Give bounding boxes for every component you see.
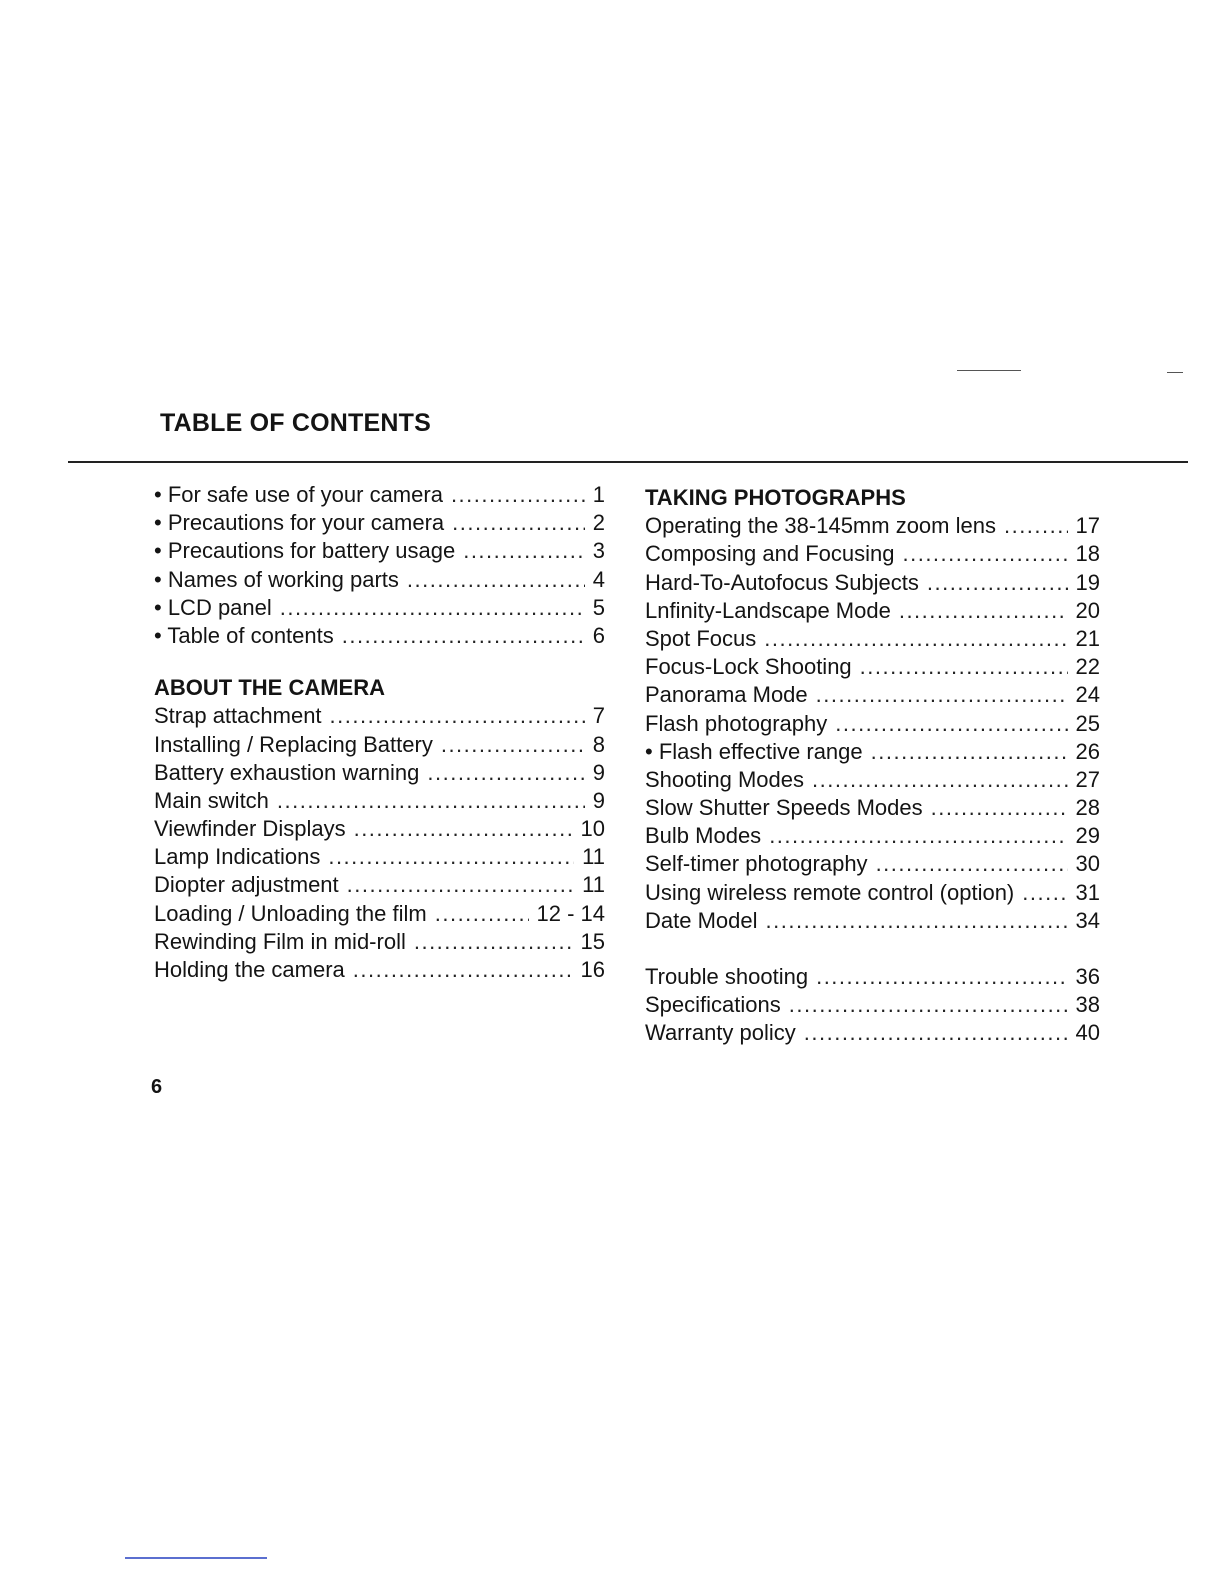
entry-page: 8 [592,731,605,757]
entry-label: Loading / Unloading the film [154,900,427,926]
toc-entry[interactable] [154,731,605,759]
entry-label: Diopter adjustment [154,872,339,898]
toc-entry[interactable] [645,991,1100,1019]
entry-page: 40 [1075,1020,1100,1046]
entry-page: 36 [1075,964,1100,989]
dot-leader [789,991,1068,1019]
about-list [154,702,605,984]
entry-page: 19 [1075,569,1100,595]
dot-leader [452,509,585,537]
entry-label: Holding the camera [154,957,345,982]
toc-entry[interactable] [154,928,605,956]
dot-leader [816,681,1068,709]
entry-label: • Precautions for battery usage [154,538,456,564]
dot-leader [871,738,1068,766]
entry-page: 22 [1075,654,1100,680]
entry-label: Operating the 38-145mm zoom lens [645,513,996,539]
entry-label: Viewfinder Displays [154,816,346,842]
toc-entry[interactable] [645,822,1100,850]
intro-list [154,481,605,650]
title-divider [68,461,1188,463]
entry-label: Focus-Lock Shooting [645,654,852,680]
entry-label: Warranty policy [645,1020,796,1046]
dot-leader [414,928,573,956]
entry-label: Shooting Modes [645,766,804,792]
entry-page: 17 [1075,513,1100,539]
entry-page: 5 [592,594,605,620]
entry-page: 26 [1075,738,1100,764]
entry-page: 3 [592,538,605,564]
toc-entry[interactable] [154,759,605,787]
entry-page: 12 - 14 [536,900,605,926]
entry-label: Hard-To-Autofocus Subjects [645,569,919,595]
page-number: 6 [151,1076,163,1098]
entry-label: Lnfinity-Landscape Mode [645,597,891,623]
entry-page: 4 [592,566,605,592]
dot-leader [280,594,585,622]
entry-page: 34 [1075,907,1100,933]
dot-leader [931,794,1068,822]
appendix-list [645,963,1100,1048]
toc-entry[interactable] [645,879,1100,907]
dot-leader [427,759,584,787]
entry-label: • For safe use of your camera [154,482,443,507]
toc-entry[interactable] [645,738,1100,766]
dot-leader [463,537,585,565]
dot-leader [1022,879,1067,907]
dot-leader [816,963,1067,991]
toc-entry[interactable] [154,622,605,650]
toc-entry[interactable] [645,540,1100,568]
toc-entry[interactable] [154,787,605,815]
entry-page: 2 [592,510,605,536]
entry-label: Trouble shooting [645,964,809,989]
dot-leader [769,822,1067,850]
dot-leader [766,907,1068,935]
entry-page: 20 [1075,597,1100,623]
section-heading-taking-photographs: TAKING PHOTOGRAPHS [645,485,906,510]
entry-label: Flash photography [645,710,828,736]
entry-page: 25 [1075,710,1100,736]
entry-page: 11 [582,872,605,898]
entry-label: • Flash effective range [645,738,863,764]
entry-page: 10 [580,816,605,842]
toc-entry[interactable] [645,710,1100,738]
dot-leader [451,481,585,509]
toc-entry[interactable] [645,766,1100,794]
entry-label: Lamp Indications [154,844,321,870]
entry-page: 15 [580,928,605,954]
entry-page: 27 [1075,766,1100,792]
toc-entry[interactable] [154,871,605,899]
toc-entry[interactable] [154,481,605,509]
toc-entry[interactable] [154,815,605,843]
toc-entry[interactable] [645,1019,1100,1047]
entry-label: Slow Shutter Speeds Modes [645,795,923,821]
bottom-rule [125,1557,267,1559]
toc-entry[interactable] [154,509,605,537]
section-heading-about: ABOUT THE CAMERA [154,675,385,701]
entry-page: 9 [592,787,605,813]
dot-leader [277,787,585,815]
entry-label: • Precautions for your camera [154,510,445,536]
toc-entry[interactable] [154,594,605,622]
entry-label: Self-timer photography [645,851,868,877]
entry-label: Bulb Modes [645,823,762,849]
toc-entry[interactable] [645,597,1100,625]
page-title: TABLE OF CONTENTS [160,409,431,437]
toc-entry[interactable] [645,681,1100,709]
entry-label: Battery exhaustion warning [154,759,420,785]
entry-label: Composing and Focusing [645,541,895,567]
entry-page: 9 [592,759,605,785]
dot-leader [407,566,585,594]
entry-page: 28 [1075,795,1100,821]
toc-entry[interactable] [645,907,1100,935]
toc-entry[interactable] [154,566,605,594]
dot-leader [804,1019,1068,1047]
entry-label: Main switch [154,787,269,813]
entry-page: 18 [1075,541,1100,567]
toc-entry[interactable] [645,625,1100,653]
dot-leader [342,622,585,650]
dot-leader [764,625,1067,653]
dot-leader [860,653,1068,681]
toc-entry[interactable] [645,850,1100,878]
toc-entry[interactable] [154,537,605,565]
entry-page: 6 [592,622,605,648]
toc-entry[interactable] [154,843,605,871]
toc-entry[interactable] [645,512,1100,540]
dot-leader [927,569,1068,597]
dot-leader [353,956,573,984]
entry-page: 16 [580,957,605,982]
entry-page: 31 [1075,879,1100,905]
dot-leader [876,850,1068,878]
entry-page: 30 [1075,851,1100,877]
entry-label: Spot Focus [645,625,757,651]
scan-mark [1167,372,1183,373]
toc-entry[interactable] [645,794,1100,822]
dot-leader [812,766,1068,794]
entry-page: 29 [1075,823,1100,849]
toc-right-column [645,484,1100,1048]
dot-leader [441,731,585,759]
dot-leader [899,597,1068,625]
entry-label: Date Model [645,907,758,933]
toc-entry[interactable] [154,900,605,928]
taking-list [645,512,1100,935]
entry-page: 38 [1075,992,1100,1018]
entry-label: Installing / Replacing Battery [154,731,433,757]
entry-label: Specifications [645,992,781,1018]
entry-label: Strap attachment [154,703,322,729]
toc-entry[interactable] [645,963,1100,991]
toc-entry[interactable] [154,702,605,730]
toc-entry[interactable] [645,569,1100,597]
toc-left-column [154,481,605,984]
entry-page: 11 [582,844,605,870]
dot-leader [835,710,1067,738]
dot-leader [347,871,575,899]
toc-entry[interactable] [154,956,605,984]
entry-label: • Names of working parts [154,566,399,592]
entry-label: Using wireless remote control (option) [645,879,1015,905]
entry-page: 21 [1075,625,1100,651]
entry-page: 24 [1075,682,1100,708]
entry-page: 1 [592,482,605,507]
entry-label: • LCD panel [154,594,272,620]
entry-label: • Table of contents [154,622,334,648]
entry-label: Rewinding Film in mid-roll [154,928,406,954]
dot-leader [902,540,1067,568]
entry-label: Panorama Mode [645,682,808,708]
dot-leader [354,815,573,843]
scan-mark [957,370,1021,371]
dot-leader [328,843,574,871]
dot-leader [1004,512,1068,540]
dot-leader [330,702,585,730]
toc-entry[interactable] [645,653,1100,681]
dot-leader [435,900,529,928]
entry-page: 7 [592,703,605,729]
